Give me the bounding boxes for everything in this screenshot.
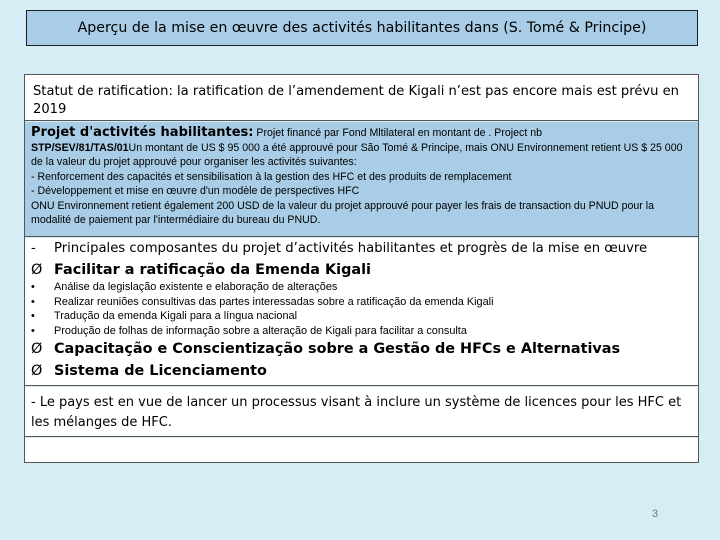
project-line-1: Un montant de US $ 95 000 a été approuvé pour São Tomé & Principe, mais ONU Environnement retient US $ 25 000 de la valeur du projet approuvé pour organiser les activités suivantes: (31, 141, 683, 168)
bullet-icon: • (31, 310, 35, 323)
arrow-bullet-icon: Ø (31, 262, 43, 278)
arrow-bullet-icon: Ø (31, 341, 43, 357)
bullet-icon: • (31, 324, 35, 337)
sistema-heading (31, 363, 267, 379)
facilitar-heading (31, 262, 371, 278)
project-subheading: Projet financé par Fond Mltilateral en montant de . Project nb (253, 127, 543, 139)
list-item-text: Análise da legislação existente e elaboração de alterações (54, 281, 338, 293)
project-line-2: - Renforcement des capacités et sensibilisation à la gestion des HFC et des produits de remplacement (31, 170, 512, 183)
components-heading-text: Principales composantes du projet d’activités habilitantes et progrès de la mise en œuvre (54, 241, 648, 256)
facilitar-bullet-list (31, 280, 494, 338)
content-table (24, 74, 699, 463)
licensing-text: - Le pays est en vue de lancer un processus visant à inclure un système de licences pour les HFC et les mélanges de HFC. (31, 395, 682, 430)
bullet-icon: • (31, 295, 35, 308)
project-heading (31, 126, 693, 141)
list-item (31, 309, 494, 324)
list-item (31, 324, 494, 339)
components-heading (31, 241, 647, 256)
project-reference: STP/SEV/81/TAS/01 (31, 141, 129, 154)
capacitacao-heading (31, 341, 620, 357)
project-heading-label: Projet d'activités habilitantes: (31, 125, 254, 140)
sistema-text: Sistema de Licenciamento (54, 363, 267, 379)
empty-row (25, 438, 698, 462)
project-row (25, 122, 698, 237)
licensing-row (25, 387, 698, 437)
slide-title-text: Aperçu de la mise en œuvre des activités habilitantes dans (S. Tomé & Principe) (77, 20, 647, 36)
list-item (31, 280, 494, 295)
list-item-text: Produção de folhas de informação sobre a alteração de Kigali para facilitar a consulta (54, 324, 467, 337)
bullet-icon: • (31, 281, 35, 293)
dash-marker: - (31, 241, 36, 256)
slide-title (26, 10, 698, 46)
facilitar-text: Facilitar a ratificação da Emenda Kigali (54, 262, 371, 278)
capacitacao-text: Capacitação e Conscientização sobre a Gestão de HFCs e Alternativas (54, 341, 621, 357)
page-number: 3 (652, 508, 659, 520)
arrow-bullet-icon: Ø (31, 363, 43, 379)
project-line-3: - Développement et mise en œuvre d'un modèle de perspectives HFC (31, 185, 360, 197)
list-item-text: Realizar reuniões consultivas das partes interessadas sobre a ratificação da emenda Kigali (54, 295, 494, 308)
list-item (31, 295, 494, 310)
list-item-text: Tradução da emenda Kigali para a língua nacional (54, 310, 297, 323)
ratification-status-row (25, 75, 698, 121)
project-body (31, 141, 693, 228)
project-line-4: ONU Environnement retient également 200 USD de la valeur du projet approuvé pour payer les frais de transaction du PNUD pour la modalité de paiement par l'intermédiaire du bureau du PNUD. (31, 199, 655, 226)
ratification-status-text: Statut de ratification: la ratification de l’amendement de Kigali n’est pas encore mais est prévu en 2019 (33, 84, 679, 117)
